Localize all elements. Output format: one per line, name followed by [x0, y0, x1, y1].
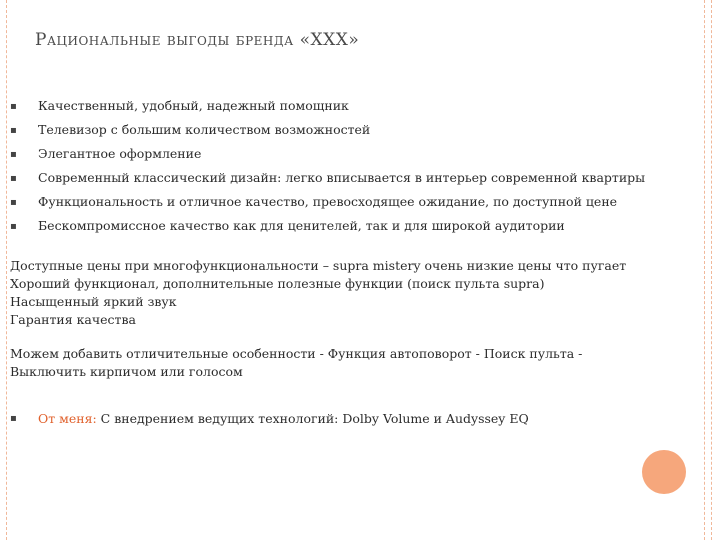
square-bullet-icon: ▪: [10, 197, 17, 208]
text-line: Насыщенный яркий звук: [10, 294, 177, 309]
square-bullet-icon: ▪: [10, 125, 17, 136]
square-bullet-icon: ▪: [10, 221, 17, 232]
list-item: ▪ Элегантное оформление: [10, 146, 202, 161]
text-line: Хороший функционал, дополнительные полезные функции (поиск пульта supra): [10, 276, 545, 291]
text-line: Гарантия качества: [10, 312, 136, 327]
from-me-note: [10, 411, 529, 426]
price-paragraph: [10, 257, 626, 329]
square-bullet-icon: ▪: [10, 173, 17, 184]
square-bullet-icon: ▪: [10, 101, 17, 112]
text-line: Можем добавить отличительные особенности - Функция автоповорот - Поиск пульта -: [10, 346, 583, 361]
slide-title: Рациональные выгоды бренда «XXX»: [35, 30, 360, 50]
list-item: ▪ Функциональность и отличное качество, превосходящее ожидание, по доступной цене: [10, 194, 618, 209]
list-item: ▪ Качественный, удобный, надежный помощник: [10, 98, 349, 113]
slide-frame-right: [704, 0, 712, 540]
square-bullet-icon: ▪: [10, 149, 17, 160]
from-me-text: С внедрением ведущих технологий: Dolby Volume и Audyssey EQ: [96, 411, 529, 426]
list-item: ▪ Телевизор с большим количеством возможностей: [10, 122, 371, 137]
decorative-circle: [642, 450, 686, 494]
list-item: ▪ Современный классический дизайн: легко вписывается в интерьер современной квартиры: [10, 170, 646, 185]
slide-frame-left: [0, 0, 7, 540]
features-paragraph: [10, 345, 582, 381]
square-bullet-icon: ▪: [10, 413, 17, 424]
text-line: Выключить кирпичом или голосом: [10, 364, 243, 379]
benefits-list: [10, 97, 645, 241]
from-me-label: От меня:: [38, 411, 97, 426]
list-item: ▪ Бескомпромиссное качество как для ценителей, так и для широкой аудитории: [10, 218, 565, 233]
text-line: Доступные цены при многофункциональности – supra mistery очень низкие цены что пугает: [10, 258, 627, 273]
